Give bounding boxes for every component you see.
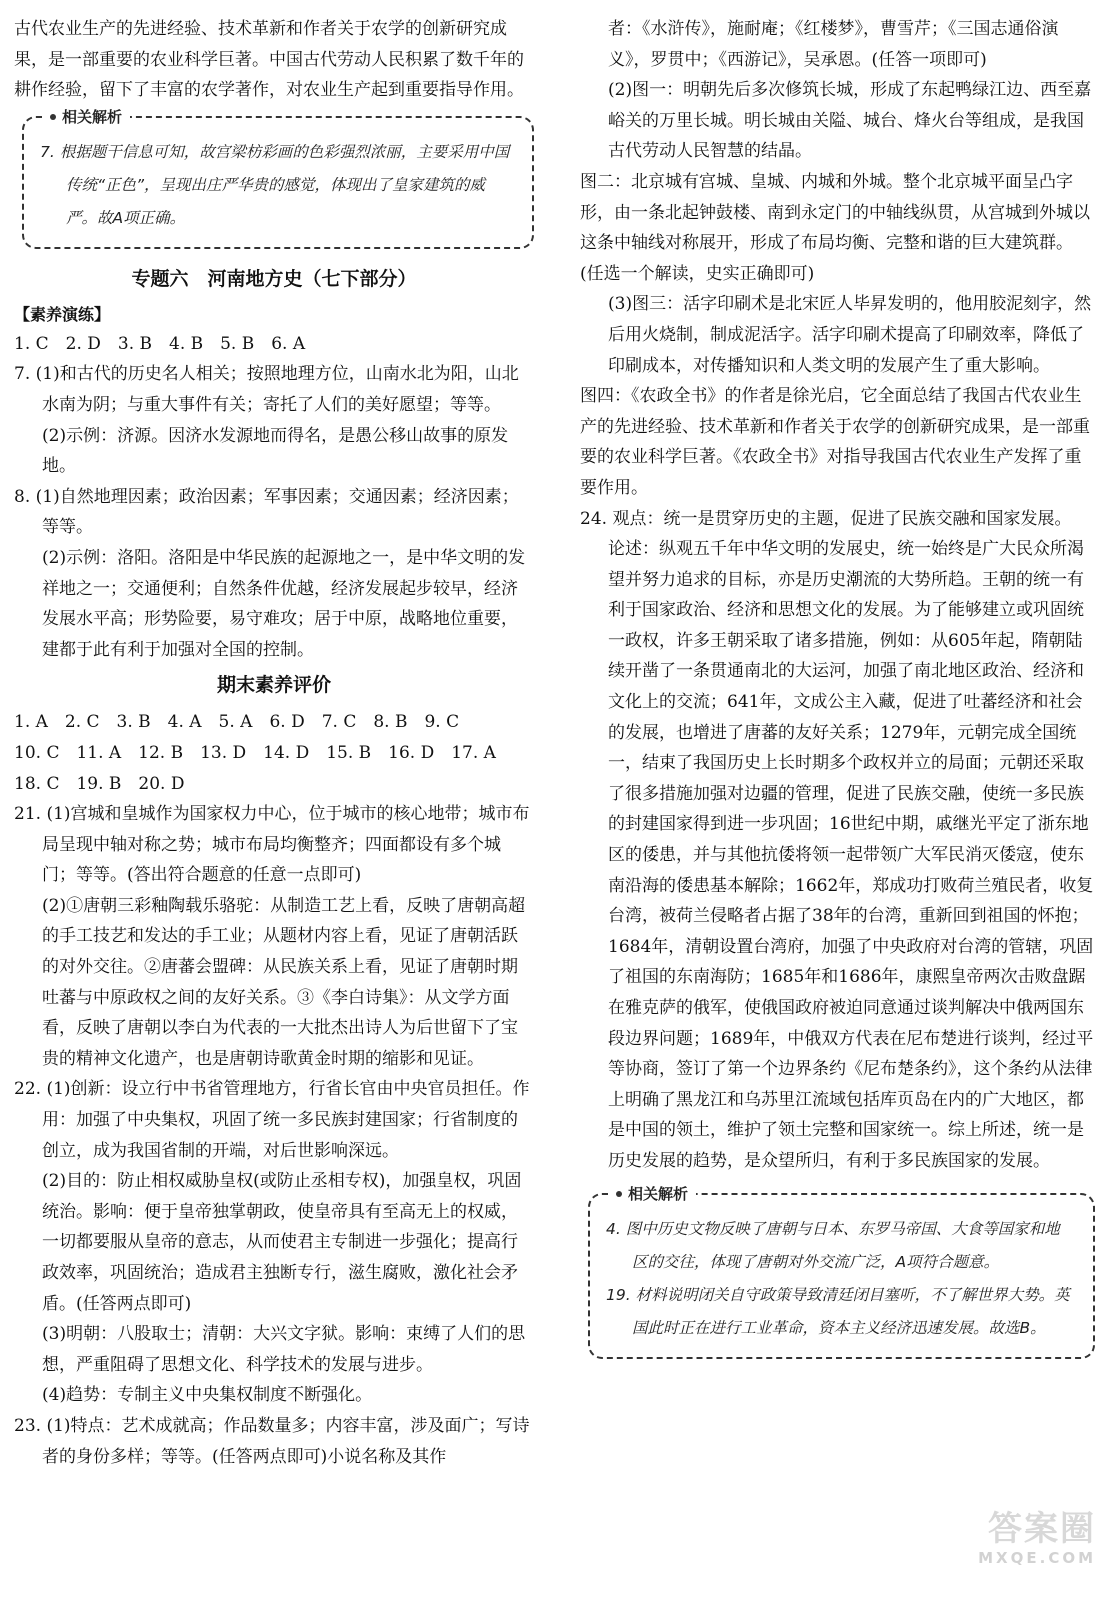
answer-21-1: 21. (1)宫城和皇城作为国家权力中心，位于城市的核心地带；城市布局呈现中轴对称之势；城市布局均衡整齐；四面都设有多个城门；等等。(答出符合题意的任意一点即可) — [14, 804, 530, 886]
answer-7-2: (2)示例：济源。因济水发源地而得名，是愚公移山故事的原发地。 — [42, 425, 509, 477]
answer-23-2b: 图二：北京城有宫城、皇城、内城和外城。整个北京城平面呈凸字形，由一条北起钟鼓楼、南到永定门的中轴线纵贯，从宫城到外城以这条中轴线对称展开，形成了布局均衡、完整和谐的巨大建筑群。(任选一个解读，史实正确即可) — [580, 171, 1090, 284]
right-column — [580, 14, 1095, 1369]
answer-22-1: 22. (1)创新：设立行中书省管理地方，行省长官由中央官员担任。作用：加强了中央集权，巩固了统一多民族封建国家；行省制度的创立，成为我国省制的开端，对后世影响深远。 — [14, 1079, 530, 1161]
answers-1-6: 1. C 2. D 3. B 4. B 5. B 6. A — [14, 333, 306, 354]
analysis-box-title: 相关解析 — [608, 1182, 696, 1206]
section-title-6: 专题六 河南地方史（七下部分） — [131, 267, 417, 290]
answers-row-1: 1. A 2. C 3. B 4. A 5. A 6. D 7. C 8. B 9. C — [14, 712, 460, 733]
practice-tag: 【素养演练】 — [14, 304, 111, 324]
watermark-logo-text: 答案圈 — [988, 1509, 1096, 1549]
bullet-dot-icon — [50, 114, 56, 120]
intro-paragraph: 古代农业生产的先进经验、技术革新和作者关于农学的创新研究成果，是一部重要的农业科学巨著。中国古代劳动人民积累了数千年的耕作经验，留下了丰富的农学著作，对农业生产起到重要指导作用。 — [14, 19, 524, 101]
analysis-item-4: 4. 图中历史文物反映了唐朝与日本、东罗马帝国、大食等国家和地区的交往，体现了唐朝对外交流广泛，A项符合题意。 — [606, 1219, 1060, 1271]
answers-row-2: 10. C 11. A 12. B 13. D 14. D 15. B 16. D 17. A — [14, 742, 496, 763]
analysis-box-title: 相关解析 — [42, 105, 130, 129]
section-title-final: 期末素养评价 — [216, 674, 331, 697]
answer-22-4: (4)趋势：专制主义中央集权制度不断强化。 — [42, 1385, 373, 1406]
answer-23-continued: 者：《水浒传》，施耐庵；《红楼梦》，曹雪芹；《三国志通俗演义》，罗贯中；《西游记》，吴承恩。(任答一项即可) — [608, 19, 1059, 70]
answer-24-argument: 论述：纵观五千年中华文明的发展史，统一始终是广大民众所渴望并努力追求的目标，亦是历史潮流的大势所趋。王朝的统一有利于国家政治、经济和思想文化的发展。为了能够建立或巩固统一政权，许多王朝采取了诸多措施，例如：从605年起，隋朝陆续开凿了一条贯通南北的大运河，加强了南北地区政治、经济和文化上的交流；641年，文成公主入藏，促进了吐蕃经济和社会的发展，也增进了唐蕃的友好关系；1279年，元朝完成全国统一，结束了我国历史上长时期多个政权并立的局面；元朝还采取了很多措施加强对边疆的管理，促进了民族交融，使统一多民族的封建国家得到进一步巩固；16世纪中期，戚继光平定了浙东地区的倭患，并与其他抗倭将领一起带领广大军民消灭倭寇，使东南沿海的倭患基本解除；1662年，郑成功打败荷兰殖民者，收复台湾，被荷兰侵略者占据了38年的台湾，重新回到祖国的怀抱；1684年，清朝设置台湾府，加强了中央政府对台湾的管辖，巩固了祖国的东南海防；1685年和1686年，康熙皇帝两次击败盘踞在雅克萨的俄军，使俄国政府被迫同意通过谈判解决中俄两国东段边界问题；1689年，中俄双方代表在尼布楚进行谈判，经过平等协商，签订了第一个边界条约《尼布楚条约》，这个条约从法律上明确了黑龙江和乌苏里江流域包括库页岛在内的广大地区，都是中国的领土，维护了领土完整和国家统一。综上所述，统一是历史发展的趋势，是众望所归，有利于多民族国家的发展。 — [608, 539, 1094, 1171]
answer-23-1: 23. (1)特点：艺术成就高；作品数量多；内容丰富，涉及面广；写诗者的身份多样；等等。(任答两点即可)小说名称及其作 — [14, 1415, 530, 1467]
analysis-box-1 — [22, 107, 534, 249]
answers-row-3: 18. C 19. B 20. D — [14, 773, 185, 794]
answer-22-3: (3)明朝：八股取士；清朝：大兴文字狱。影响：束缚了人们的思想，严重阻碍了思想文化、科学技术的发展与进步。 — [42, 1324, 526, 1375]
bullet-dot-icon — [616, 1191, 622, 1197]
answer-21-2: (2)①唐朝三彩釉陶载乐骆驼：从制造工艺上看，反映了唐朝高超的手工技艺和发达的手工业；从题材内容上看，见证了唐朝活跃的对外交往。②唐蕃会盟碑：从民族关系上看，见证了唐朝时期吐蕃与中原政权之间的友好关系。③《李白诗集》：从文学方面看，反映了唐朝以李白为代表的一大批杰出诗人为后世留下了宝贵的精神文化遗产，也是唐朝诗歌黄金时期的缩影和见证。 — [42, 895, 526, 1069]
watermark-url: MXQE.COM — [978, 1549, 1096, 1567]
answer-22-2: (2)目的：防止相权威胁皇权(或防止丞相专权)，加强皇权，巩固统治。影响：便于皇帝独掌朝政，使皇帝具有至高无上的权威，一切都要服从皇帝的意志，从而使君主专制进一步强化；提高行政效率，巩固统治；造成君主独断专行，滋生腐败，激化社会矛盾。(任答两点即可) — [42, 1171, 522, 1314]
left-column — [14, 14, 534, 1472]
answer-8-1: 8. (1)自然地理因素；政治因素；军事因素；交通因素；经济因素；等等。 — [14, 486, 519, 538]
answer-8-2: (2)示例：洛阳。洛阳是中华民族的起源地之一，是中华文明的发祥地之一；交通便利；自然条件优越，经济发展起步较早，经济发展水平高；形势险要，易守难攻；居于中原，战略地位重要，建都于此有利于加强对全国的控制。 — [42, 547, 526, 660]
site-watermark — [946, 1510, 1096, 1572]
answer-23-3a: (3)图三：活字印刷术是北宋匠人毕昇发明的，他用胶泥刻字，然后用火烧制，制成泥活字。活字印刷术提高了印刷效率，降低了印刷成本，对传播知识和人类文明的发展产生了重大影响。 — [608, 294, 1092, 376]
analysis-item-19: 19. 材料说明闭关自守政策导致清廷闭目塞听，不了解世界大势。英国此时正在进行工业革命，资本主义经济迅速发展。故选B。 — [606, 1285, 1070, 1337]
answer-7-1: 7. (1)和古代的历史名人相关；按照地理方位，山南水北为阳，山北水南为阴；与重大事件有关；寄托了人们的美好愿望；等等。 — [14, 364, 519, 415]
answer-24-viewpoint: 24. 观点：统一是贯穿历史的主题，促进了民族交融和国家发展。 — [580, 508, 1072, 529]
answer-23-2a: (2)图一：明朝先后多次修筑长城，形成了东起鸭绿江边、西至嘉峪关的万里长城。明长城由关隘、城台、烽火台等组成，是我国古代劳动人民智慧的结晶。 — [608, 80, 1092, 162]
answer-23-3b: 图四：《农政全书》的作者是徐光启，它全面总结了我国古代农业生产的先进经验、技术革新和作者关于农学的创新研究成果，是一部重要的农业科学巨著。《农政全书》对指导我国古代农业生产发挥了重要作用。 — [580, 386, 1090, 498]
analysis-box-2 — [588, 1184, 1095, 1359]
analysis-item-7: 7. 根据题干信息可知，故宫梁枋彩画的色彩强烈浓丽，主要采用中国传统“正色”，呈现出庄严华贵的感觉，体现出了皇家建筑的威严。故A项正确。 — [40, 142, 510, 227]
